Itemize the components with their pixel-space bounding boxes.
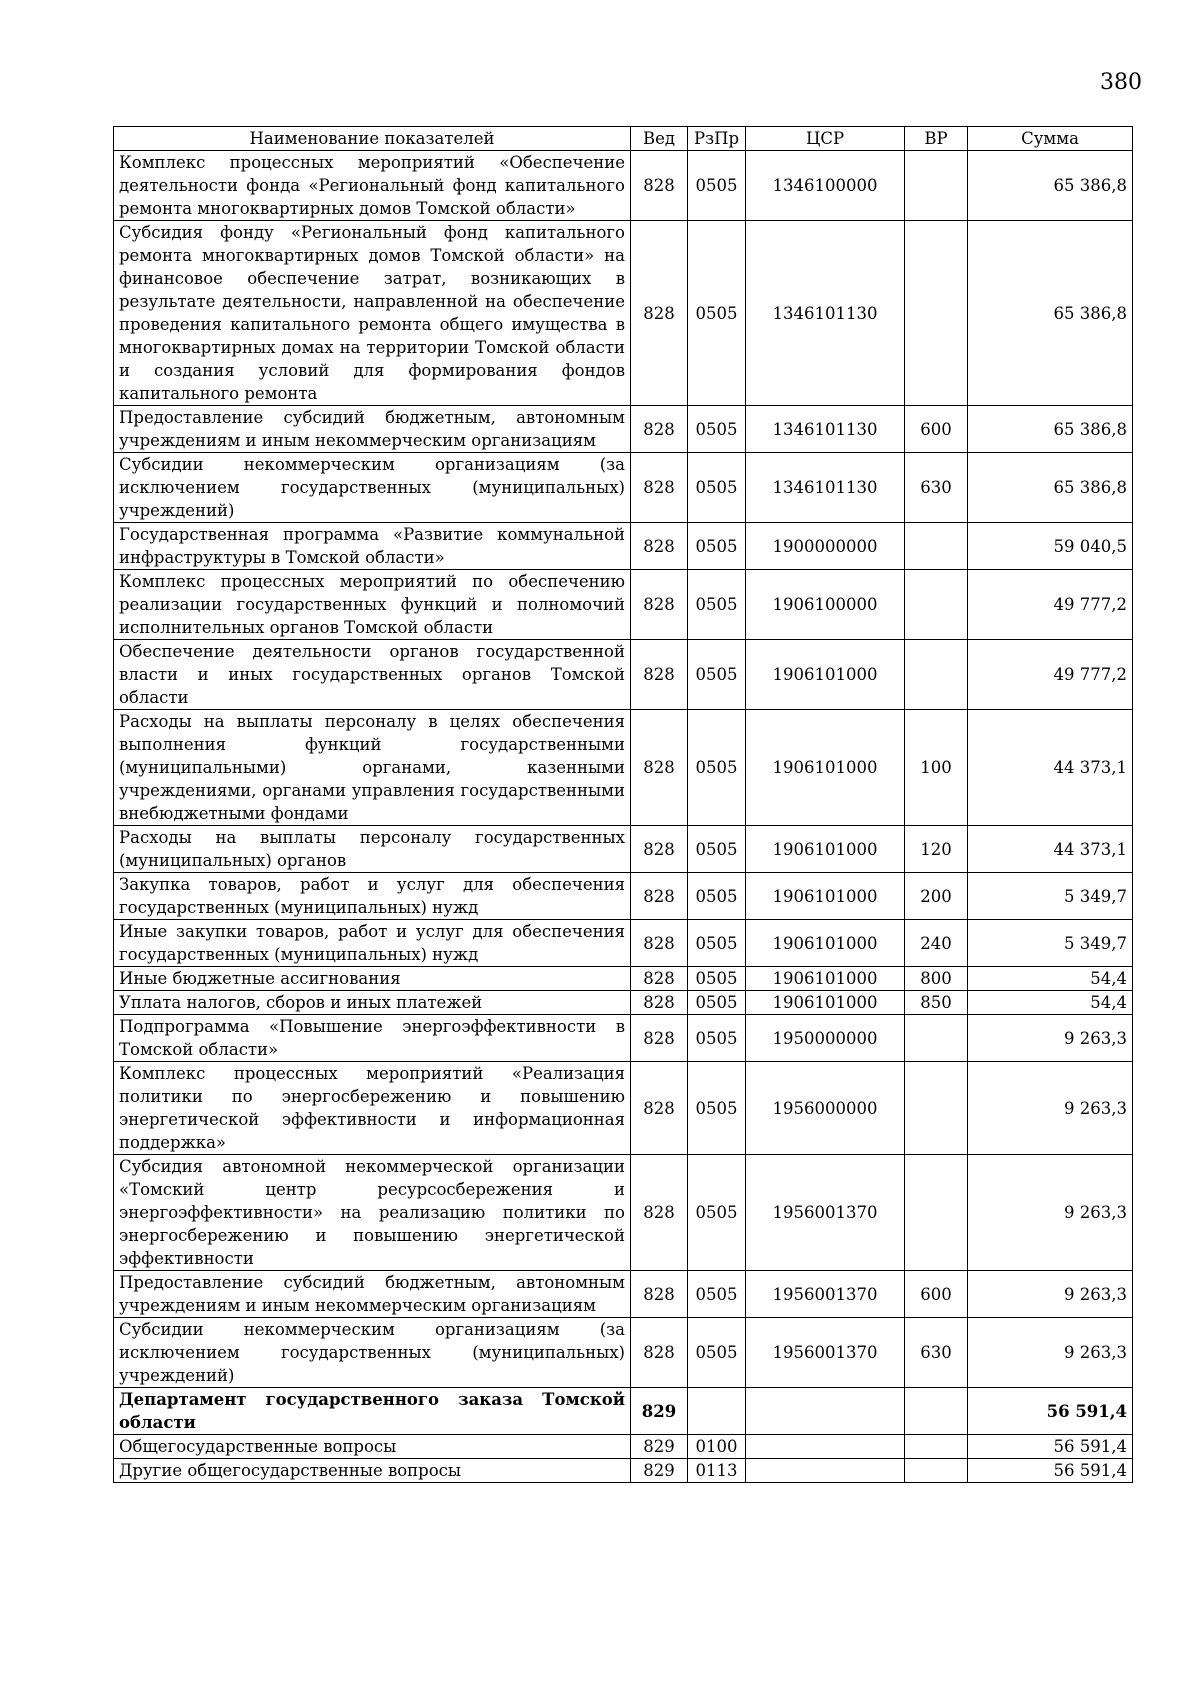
row-ved-cell: 828: [631, 1318, 688, 1388]
row-vr-cell: [905, 1155, 968, 1271]
row-name-cell: Общегосударственные вопросы: [114, 1435, 631, 1459]
row-name-cell: Обеспечение деятельности органов государственной власти и иных государственных органов Томской области: [114, 640, 631, 710]
row-csr-cell: 1906101000: [746, 920, 905, 967]
row-vr-cell: [905, 221, 968, 406]
table-row: [114, 453, 1133, 523]
row-name-cell: Иные бюджетные ассигнования: [114, 967, 631, 991]
header-name: Наименование показателей: [114, 127, 631, 151]
row-vr-cell: 850: [905, 991, 968, 1015]
row-sum-cell: 5 349,7: [968, 920, 1133, 967]
row-ved-cell: 828: [631, 710, 688, 826]
table-row: [114, 406, 1133, 453]
row-ved-cell: 828: [631, 1271, 688, 1318]
budget-table: [113, 126, 1133, 1483]
row-name-cell: Расходы на выплаты персоналу в целях обеспечения выполнения функций государственными (муниципальными) органами, казенными учреждениями, органами управления государственными внебюджетными фондами: [114, 710, 631, 826]
row-sum-cell: 56 591,4: [968, 1388, 1133, 1435]
row-name-cell: Государственная программа «Развитие коммунальной инфраструктуры в Томской области»: [114, 523, 631, 570]
row-ved-cell: 828: [631, 1155, 688, 1271]
header-vr: ВР: [905, 127, 968, 151]
row-vr-cell: 120: [905, 826, 968, 873]
row-rzpr-cell: 0505: [688, 1155, 746, 1271]
row-rzpr-cell: 0100: [688, 1435, 746, 1459]
row-vr-cell: 100: [905, 710, 968, 826]
row-csr-cell: 1346101130: [746, 406, 905, 453]
row-csr-cell: 1906101000: [746, 826, 905, 873]
row-rzpr-cell: 0505: [688, 406, 746, 453]
row-rzpr-cell: [688, 1388, 746, 1435]
row-rzpr-cell: 0505: [688, 570, 746, 640]
table-row: [114, 151, 1133, 221]
row-csr-cell: 1956000000: [746, 1062, 905, 1155]
row-sum-cell: 49 777,2: [968, 640, 1133, 710]
row-vr-cell: [905, 1435, 968, 1459]
row-ved-cell: 828: [631, 406, 688, 453]
row-ved-cell: 828: [631, 991, 688, 1015]
row-csr-cell: [746, 1388, 905, 1435]
row-rzpr-cell: 0113: [688, 1459, 746, 1483]
row-rzpr-cell: 0505: [688, 640, 746, 710]
table-row: [114, 1435, 1133, 1459]
table-row: [114, 570, 1133, 640]
row-name-cell: Расходы на выплаты персоналу государственных (муниципальных) органов: [114, 826, 631, 873]
row-sum-cell: 9 263,3: [968, 1015, 1133, 1062]
row-sum-cell: 56 591,4: [968, 1435, 1133, 1459]
table-row: [114, 991, 1133, 1015]
row-rzpr-cell: 0505: [688, 826, 746, 873]
row-rzpr-cell: 0505: [688, 151, 746, 221]
row-vr-cell: 600: [905, 406, 968, 453]
table-row: [114, 873, 1133, 920]
row-csr-cell: 1906101000: [746, 710, 905, 826]
row-ved-cell: 828: [631, 151, 688, 221]
table-header-row: [114, 127, 1133, 151]
row-csr-cell: 1950000000: [746, 1015, 905, 1062]
row-rzpr-cell: 0505: [688, 991, 746, 1015]
row-csr-cell: [746, 1435, 905, 1459]
row-sum-cell: 49 777,2: [968, 570, 1133, 640]
table-row: [114, 1388, 1133, 1435]
row-csr-cell: 1346101130: [746, 453, 905, 523]
row-sum-cell: 9 263,3: [968, 1062, 1133, 1155]
row-rzpr-cell: 0505: [688, 221, 746, 406]
row-ved-cell: 828: [631, 1015, 688, 1062]
row-name-cell: Другие общегосударственные вопросы: [114, 1459, 631, 1483]
table-row: [114, 1015, 1133, 1062]
page-number: 380: [1100, 70, 1142, 95]
row-rzpr-cell: 0505: [688, 1318, 746, 1388]
row-name-cell: Комплекс процессных мероприятий «Реализация политики по энергосбережению и повышению энергетической эффективности и информационная поддержка»: [114, 1062, 631, 1155]
row-sum-cell: 9 263,3: [968, 1155, 1133, 1271]
row-rzpr-cell: 0505: [688, 920, 746, 967]
table-row: [114, 1271, 1133, 1318]
row-sum-cell: 5 349,7: [968, 873, 1133, 920]
table-row: [114, 523, 1133, 570]
row-vr-cell: 630: [905, 453, 968, 523]
table-row: [114, 920, 1133, 967]
row-vr-cell: [905, 570, 968, 640]
row-sum-cell: 9 263,3: [968, 1271, 1133, 1318]
table-body: [114, 151, 1133, 1483]
row-rzpr-cell: 0505: [688, 523, 746, 570]
table-row: [114, 826, 1133, 873]
row-csr-cell: 1956001370: [746, 1271, 905, 1318]
table-row: [114, 221, 1133, 406]
row-ved-cell: 828: [631, 1062, 688, 1155]
row-name-cell: Субсидии некоммерческим организациям (за исключением государственных (муниципальных) учреждений): [114, 1318, 631, 1388]
row-sum-cell: 54,4: [968, 991, 1133, 1015]
table-row: [114, 1459, 1133, 1483]
row-ved-cell: 828: [631, 873, 688, 920]
row-sum-cell: 9 263,3: [968, 1318, 1133, 1388]
row-ved-cell: 828: [631, 453, 688, 523]
row-sum-cell: 59 040,5: [968, 523, 1133, 570]
row-vr-cell: [905, 1062, 968, 1155]
row-rzpr-cell: 0505: [688, 453, 746, 523]
row-csr-cell: 1906100000: [746, 570, 905, 640]
table-row: [114, 967, 1133, 991]
row-name-cell: Субсидия фонду «Региональный фонд капитального ремонта многоквартирных домов Томской области» на финансовое обеспечение затрат, возникающих в результате деятельности, направленной на обеспечение проведения капитального ремонта общего имущества в многоквартирных домах на территории Томской области и создания условий для формирования фондов капитального ремонта: [114, 221, 631, 406]
table-row: [114, 710, 1133, 826]
row-vr-cell: [905, 151, 968, 221]
row-name-cell: Подпрограмма «Повышение энергоэффективности в Томской области»: [114, 1015, 631, 1062]
row-rzpr-cell: 0505: [688, 710, 746, 826]
row-csr-cell: 1906101000: [746, 640, 905, 710]
row-sum-cell: 44 373,1: [968, 710, 1133, 826]
header-ved: Вед: [631, 127, 688, 151]
row-ved-cell: 829: [631, 1388, 688, 1435]
row-ved-cell: 828: [631, 570, 688, 640]
table-row: [114, 1062, 1133, 1155]
row-sum-cell: 65 386,8: [968, 453, 1133, 523]
row-sum-cell: 54,4: [968, 967, 1133, 991]
row-name-cell: Предоставление субсидий бюджетным, автономным учреждениям и иным некоммерческим организациям: [114, 1271, 631, 1318]
row-ved-cell: 828: [631, 967, 688, 991]
row-rzpr-cell: 0505: [688, 1062, 746, 1155]
row-csr-cell: 1956001370: [746, 1318, 905, 1388]
row-vr-cell: 600: [905, 1271, 968, 1318]
row-vr-cell: [905, 1015, 968, 1062]
row-name-cell: Закупка товаров, работ и услуг для обеспечения государственных (муниципальных) нужд: [114, 873, 631, 920]
row-ved-cell: 829: [631, 1435, 688, 1459]
row-name-cell: Предоставление субсидий бюджетным, автономным учреждениям и иным некоммерческим организациям: [114, 406, 631, 453]
row-csr-cell: [746, 1459, 905, 1483]
row-rzpr-cell: 0505: [688, 967, 746, 991]
row-csr-cell: 1900000000: [746, 523, 905, 570]
row-rzpr-cell: 0505: [688, 1271, 746, 1318]
row-name-cell: Иные закупки товаров, работ и услуг для обеспечения государственных (муниципальных) нужд: [114, 920, 631, 967]
row-csr-cell: 1956001370: [746, 1155, 905, 1271]
row-vr-cell: [905, 1388, 968, 1435]
row-ved-cell: 828: [631, 523, 688, 570]
table-row: [114, 640, 1133, 710]
row-name-cell: Субсидия автономной некоммерческой организации «Томский центр ресурсосбережения и энергоэффективности» на реализацию политики по энергосбережению и повышению энергетической эффективности: [114, 1155, 631, 1271]
row-name-cell: Комплекс процессных мероприятий по обеспечению реализации государственных функций и полномочий исполнительных органов Томской области: [114, 570, 631, 640]
row-name-cell: Уплата налогов, сборов и иных платежей: [114, 991, 631, 1015]
row-csr-cell: 1346100000: [746, 151, 905, 221]
row-name-cell: Субсидии некоммерческим организациям (за исключением государственных (муниципальных) учреждений): [114, 453, 631, 523]
row-ved-cell: 828: [631, 640, 688, 710]
row-sum-cell: 56 591,4: [968, 1459, 1133, 1483]
row-sum-cell: 65 386,8: [968, 151, 1133, 221]
row-vr-cell: 200: [905, 873, 968, 920]
row-ved-cell: 828: [631, 826, 688, 873]
row-rzpr-cell: 0505: [688, 873, 746, 920]
header-sum: Сумма: [968, 127, 1133, 151]
row-ved-cell: 828: [631, 221, 688, 406]
row-sum-cell: 44 373,1: [968, 826, 1133, 873]
row-ved-cell: 829: [631, 1459, 688, 1483]
row-vr-cell: [905, 1459, 968, 1483]
row-vr-cell: 800: [905, 967, 968, 991]
row-csr-cell: 1906101000: [746, 873, 905, 920]
row-sum-cell: 65 386,8: [968, 221, 1133, 406]
row-name-cell: Комплекс процессных мероприятий «Обеспечение деятельности фонда «Региональный фонд капитального ремонта многоквартирных домов Томской области»: [114, 151, 631, 221]
row-ved-cell: 828: [631, 920, 688, 967]
header-csr: ЦСР: [746, 127, 905, 151]
row-vr-cell: 240: [905, 920, 968, 967]
table-row: [114, 1318, 1133, 1388]
row-vr-cell: 630: [905, 1318, 968, 1388]
row-rzpr-cell: 0505: [688, 1015, 746, 1062]
row-csr-cell: 1906101000: [746, 967, 905, 991]
row-vr-cell: [905, 640, 968, 710]
row-vr-cell: [905, 523, 968, 570]
table-row: [114, 1155, 1133, 1271]
row-sum-cell: 65 386,8: [968, 406, 1133, 453]
row-csr-cell: 1906101000: [746, 991, 905, 1015]
row-csr-cell: 1346101130: [746, 221, 905, 406]
row-name-cell: Департамент государственного заказа Томской области: [114, 1388, 631, 1435]
header-rzpr: РзПр: [688, 127, 746, 151]
